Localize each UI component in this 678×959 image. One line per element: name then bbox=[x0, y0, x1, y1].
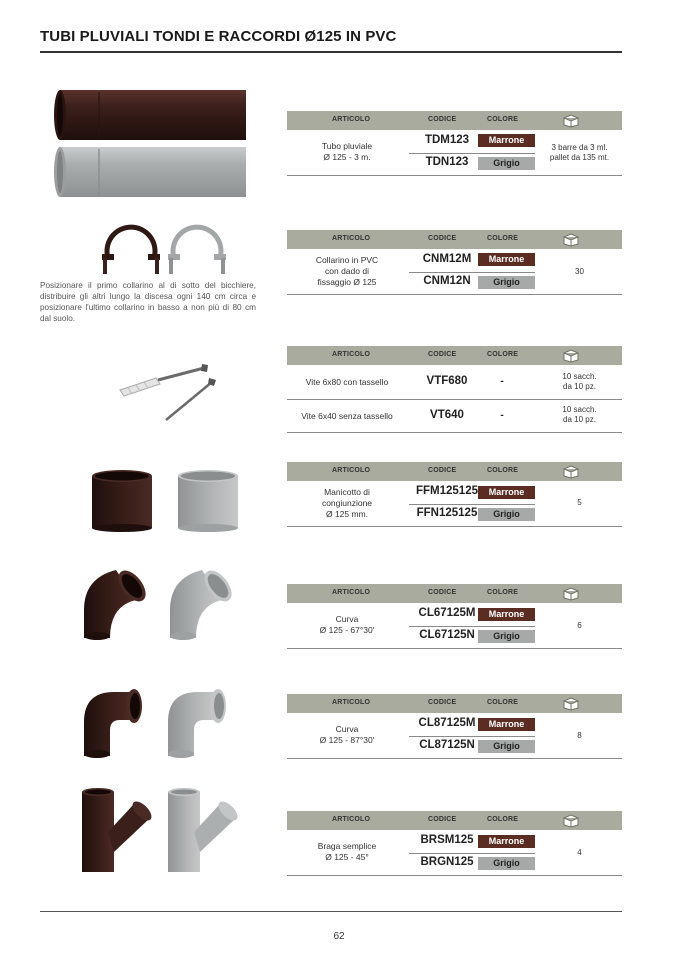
product-description: Curva Ø 125 - 87°30' bbox=[319, 724, 375, 745]
packaging-info: 10 sacch. da 10 pz. bbox=[562, 405, 597, 424]
product-code-grigio: BRGN125 bbox=[420, 856, 474, 868]
collar-grey-image bbox=[166, 228, 228, 280]
table-tubo-pluviale bbox=[287, 111, 622, 176]
box-icon bbox=[562, 586, 580, 601]
table-curva-87 bbox=[287, 694, 622, 759]
table-row bbox=[287, 603, 622, 649]
header-codice: CODICE bbox=[428, 467, 457, 474]
table-row bbox=[287, 481, 622, 527]
table-header bbox=[287, 694, 622, 713]
header-codice: CODICE bbox=[428, 699, 457, 706]
product-description: Vite 6x80 con tassello bbox=[305, 377, 389, 387]
product-code-marrone: TDM123 bbox=[424, 134, 470, 146]
header-articolo: ARTICOLO bbox=[332, 235, 371, 242]
product-code-marrone: BRSM125 bbox=[420, 834, 474, 846]
table-header bbox=[287, 230, 622, 249]
color-badge-marrone: Marrone bbox=[478, 253, 535, 266]
product-description: Tubo pluviale Ø 125 - 3 m. bbox=[321, 141, 373, 162]
header-codice: CODICE bbox=[428, 235, 457, 242]
box-icon bbox=[562, 113, 580, 128]
title-divider bbox=[40, 51, 622, 53]
pipe-brown-image bbox=[54, 90, 246, 142]
packaging-info: 8 bbox=[577, 731, 582, 740]
color-badge-grigio: Grigio bbox=[478, 276, 535, 289]
packaging-info: 4 bbox=[577, 848, 582, 857]
color-badge-grigio: Grigio bbox=[478, 508, 535, 521]
product-code-grigio: FFN125125 bbox=[416, 507, 478, 519]
product-code-grigio: TDN123 bbox=[425, 156, 469, 168]
page-number: 62 bbox=[333, 931, 345, 942]
header-articolo: ARTICOLO bbox=[332, 116, 371, 123]
header-colore: COLORE bbox=[487, 235, 519, 242]
table-collarino bbox=[287, 230, 622, 295]
header-colore: COLORE bbox=[487, 351, 519, 358]
packaging-info: 3 barre da 3 ml. pallet da 135 mt. bbox=[549, 143, 610, 162]
header-codice: CODICE bbox=[428, 816, 457, 823]
collar-brown-image bbox=[100, 228, 162, 280]
header-articolo: ARTICOLO bbox=[332, 351, 371, 358]
packaging-info: 6 bbox=[577, 621, 582, 630]
row-separator bbox=[409, 153, 535, 154]
color-badge-marrone: Marrone bbox=[478, 718, 535, 731]
row-separator bbox=[409, 626, 535, 627]
curve-67-brown-image bbox=[80, 564, 152, 640]
box-icon bbox=[562, 464, 580, 479]
color-badge-marrone: Marrone bbox=[478, 486, 535, 499]
header-colore: COLORE bbox=[487, 116, 519, 123]
product-code-grigio: CL87125N bbox=[419, 739, 475, 751]
color-badge-grigio: Grigio bbox=[478, 157, 535, 170]
header-colore: COLORE bbox=[487, 699, 519, 706]
row-separator bbox=[409, 853, 535, 854]
table-row bbox=[287, 249, 622, 295]
coupler-brown-image bbox=[90, 468, 154, 532]
pipe-grey-image bbox=[54, 147, 246, 199]
curve-67-grey-image bbox=[166, 564, 238, 640]
box-icon bbox=[562, 696, 580, 711]
product-description: Manicotto di congiunzione Ø 125 mm. bbox=[321, 487, 373, 519]
packaging-info: 30 bbox=[575, 267, 584, 276]
product-code: VT640 bbox=[430, 409, 464, 421]
header-colore: COLORE bbox=[487, 589, 519, 596]
coupler-grey-image bbox=[176, 468, 240, 532]
table-row bbox=[287, 130, 622, 176]
footer-divider bbox=[40, 911, 622, 912]
product-description: Braga semplice Ø 125 - 45° bbox=[317, 841, 377, 862]
color-badge-marrone: Marrone bbox=[478, 608, 535, 621]
product-code-grigio: CL67125N bbox=[419, 629, 475, 641]
product-description: Vite 6x40 senza tassello bbox=[301, 411, 393, 421]
color-value: - bbox=[500, 376, 504, 387]
table-row bbox=[287, 365, 622, 400]
product-description: Curva Ø 125 - 67°30' bbox=[319, 614, 375, 635]
collar-installation-note: Posizionare il primo collarino al di sotto del bicchiere, distribuire gli altri lungo la discesa ogni 140 cm circa e posizionare l'ultimo collarino in basso a non più di 80 cm dal suolo. bbox=[40, 281, 256, 323]
product-code-marrone: FFM125125 bbox=[415, 485, 478, 497]
color-badge-grigio: Grigio bbox=[478, 630, 535, 643]
screw-image bbox=[160, 374, 220, 424]
curve-87-brown-image bbox=[80, 686, 152, 758]
product-code: VTF680 bbox=[426, 375, 468, 387]
table-header bbox=[287, 584, 622, 603]
product-code-marrone: CL67125M bbox=[418, 607, 476, 619]
table-viti bbox=[287, 346, 622, 433]
branch-brown-image bbox=[78, 788, 154, 874]
row-separator bbox=[409, 736, 535, 737]
product-code-marrone: CL87125M bbox=[418, 717, 476, 729]
product-code-grigio: CNM12N bbox=[423, 275, 471, 287]
product-code-marrone: CNM12M bbox=[422, 253, 472, 265]
color-value: - bbox=[500, 410, 504, 421]
table-header bbox=[287, 462, 622, 481]
curve-87-grey-image bbox=[164, 686, 236, 758]
header-articolo: ARTICOLO bbox=[332, 467, 371, 474]
box-icon bbox=[562, 232, 580, 247]
color-badge-grigio: Grigio bbox=[478, 740, 535, 753]
box-icon bbox=[562, 813, 580, 828]
row-separator bbox=[409, 272, 535, 273]
table-header bbox=[287, 346, 622, 365]
page-title: TUBI PLUVIALI TONDI E RACCORDI Ø125 IN PVC bbox=[40, 28, 397, 45]
product-description: Collarino in PVC con dado di fissaggio Ø 125 bbox=[315, 255, 379, 287]
row-separator bbox=[409, 504, 535, 505]
table-manicotto bbox=[287, 462, 622, 527]
table-braga bbox=[287, 811, 622, 876]
header-colore: COLORE bbox=[487, 816, 519, 823]
header-articolo: ARTICOLO bbox=[332, 589, 371, 596]
header-articolo: ARTICOLO bbox=[332, 816, 371, 823]
table-curva-67 bbox=[287, 584, 622, 649]
branch-grey-image bbox=[164, 788, 240, 874]
table-row bbox=[287, 713, 622, 759]
table-header bbox=[287, 811, 622, 830]
header-codice: CODICE bbox=[428, 351, 457, 358]
header-codice: CODICE bbox=[428, 589, 457, 596]
table-row bbox=[287, 400, 622, 433]
box-icon bbox=[562, 348, 580, 363]
packaging-info: 10 sacch. da 10 pz. bbox=[562, 372, 597, 391]
table-header bbox=[287, 111, 622, 130]
table-row bbox=[287, 830, 622, 876]
color-badge-marrone: Marrone bbox=[478, 835, 535, 848]
color-badge-grigio: Grigio bbox=[478, 857, 535, 870]
color-badge-marrone: Marrone bbox=[478, 134, 535, 147]
header-articolo: ARTICOLO bbox=[332, 699, 371, 706]
header-colore: COLORE bbox=[487, 467, 519, 474]
header-codice: CODICE bbox=[428, 116, 457, 123]
packaging-info: 5 bbox=[577, 498, 582, 507]
